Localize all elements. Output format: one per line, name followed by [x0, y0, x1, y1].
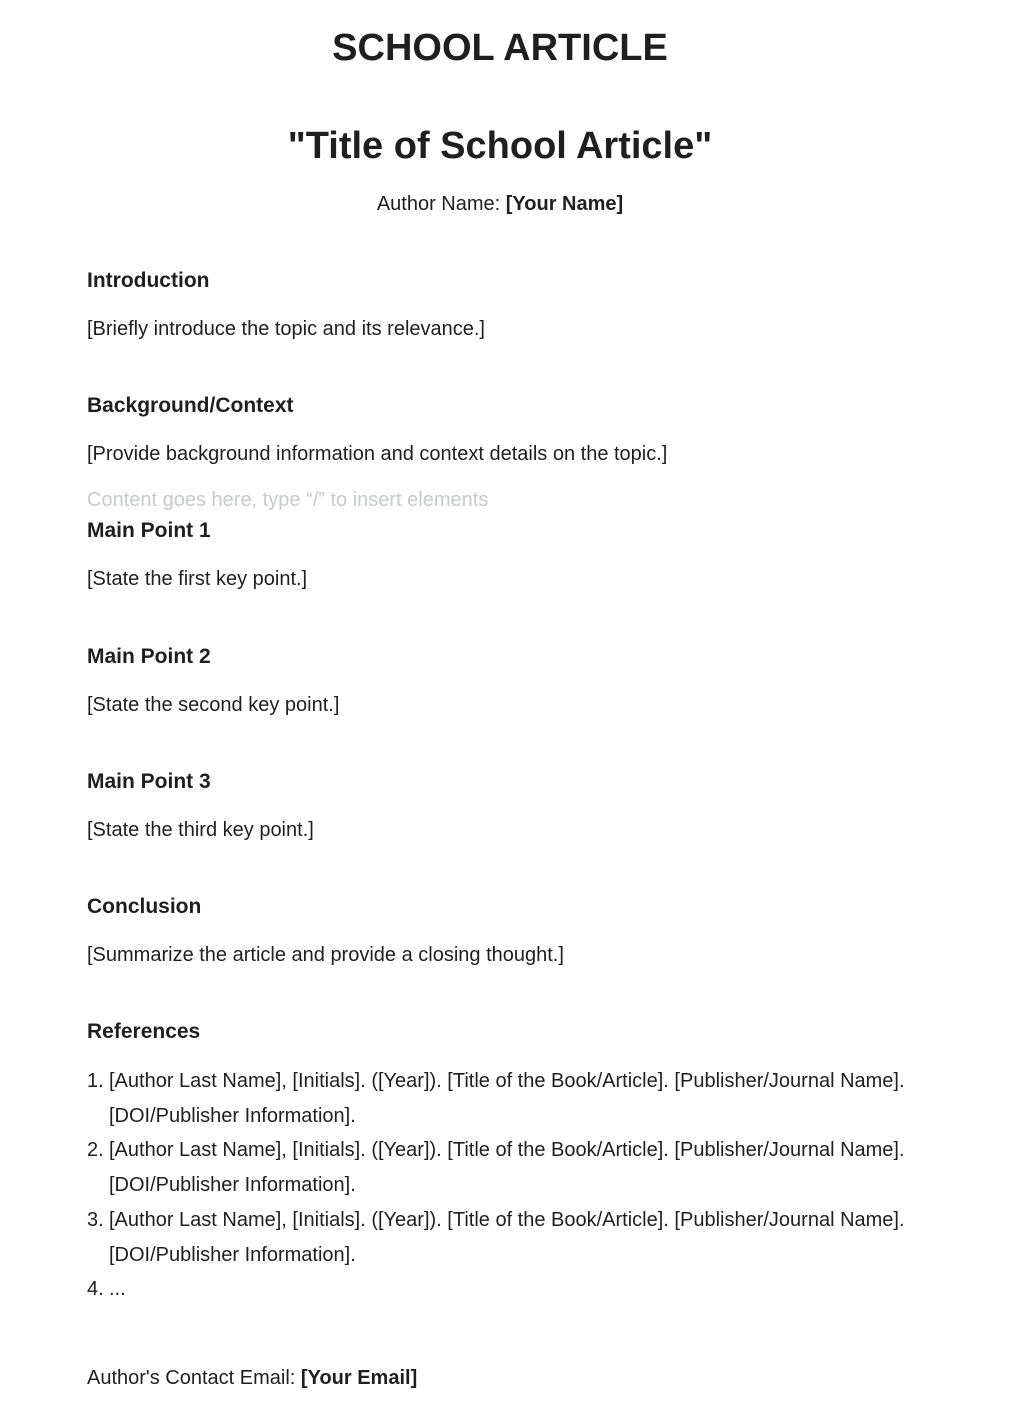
section-main-point-2	[87, 642, 917, 719]
author-value[interactable]: [Your Name]	[505, 193, 624, 215]
section-main-point-3	[87, 767, 917, 844]
section-references	[87, 1017, 917, 1047]
reference-text: [Author Last Name], [Initials]. ([Year]). [Title of the Book/Article]. [Publisher/Journal Name]. [DOI/Publisher Information].	[109, 1139, 905, 1197]
article-title[interactable]: "Title of School Article"	[287, 125, 713, 167]
section-conclusion	[87, 892, 917, 969]
section-main-point-1	[87, 516, 917, 593]
contact-line	[87, 1364, 417, 1392]
reference-number: 4.	[87, 1278, 104, 1301]
reference-number: 3.	[87, 1208, 104, 1231]
section-body[interactable]: [Summarize the article and provide a closing thought.]	[87, 944, 564, 966]
section-body[interactable]: [State the first key point.]	[87, 568, 308, 590]
author-label: Author Name:	[376, 193, 501, 215]
reference-text: [Author Last Name], [Initials]. ([Year]). [Title of the Book/Article]. [Publisher/Journal Name]. [DOI/Publisher Information].	[109, 1070, 905, 1127]
reference-item[interactable]	[87, 1272, 917, 1307]
editor-placeholder[interactable]: Content goes here, type “/” to insert elements	[87, 489, 489, 511]
contact-label: Author's Contact Email:	[87, 1367, 296, 1389]
author-line	[0, 190, 1000, 218]
references-heading: References	[87, 1020, 201, 1043]
reference-number: 2.	[87, 1139, 104, 1162]
section-body[interactable]: [State the second key point.]	[87, 694, 340, 716]
section-heading: Main Point 2	[87, 645, 211, 668]
reference-item[interactable]	[87, 1133, 917, 1202]
reference-item[interactable]	[87, 1064, 917, 1133]
section-background	[87, 391, 917, 468]
section-body[interactable]: [Briefly introduce the topic and its relevance.]	[87, 318, 485, 340]
reference-number: 1.	[87, 1070, 104, 1092]
references-list	[87, 1064, 917, 1307]
section-introduction	[87, 266, 917, 343]
section-heading: Background/Context	[87, 394, 294, 417]
document-type-title: SCHOOL ARTICLE	[332, 27, 668, 69]
section-body[interactable]: [State the third key point.]	[87, 819, 314, 841]
section-heading: Main Point 3	[87, 770, 211, 793]
reference-item[interactable]	[87, 1203, 917, 1272]
reference-text: [Author Last Name], [Initials]. ([Year]). [Title of the Book/Article]. [Publisher/Journal Name]. [DOI/Publisher Information].	[109, 1208, 905, 1266]
reference-text: ...	[109, 1278, 126, 1301]
section-body[interactable]: [Provide background information and context details on the topic.]	[87, 443, 668, 465]
section-heading: Main Point 1	[87, 519, 211, 542]
section-heading: Conclusion	[87, 895, 202, 918]
section-heading: Introduction	[87, 269, 210, 292]
contact-email[interactable]: [Your Email]	[300, 1367, 418, 1389]
